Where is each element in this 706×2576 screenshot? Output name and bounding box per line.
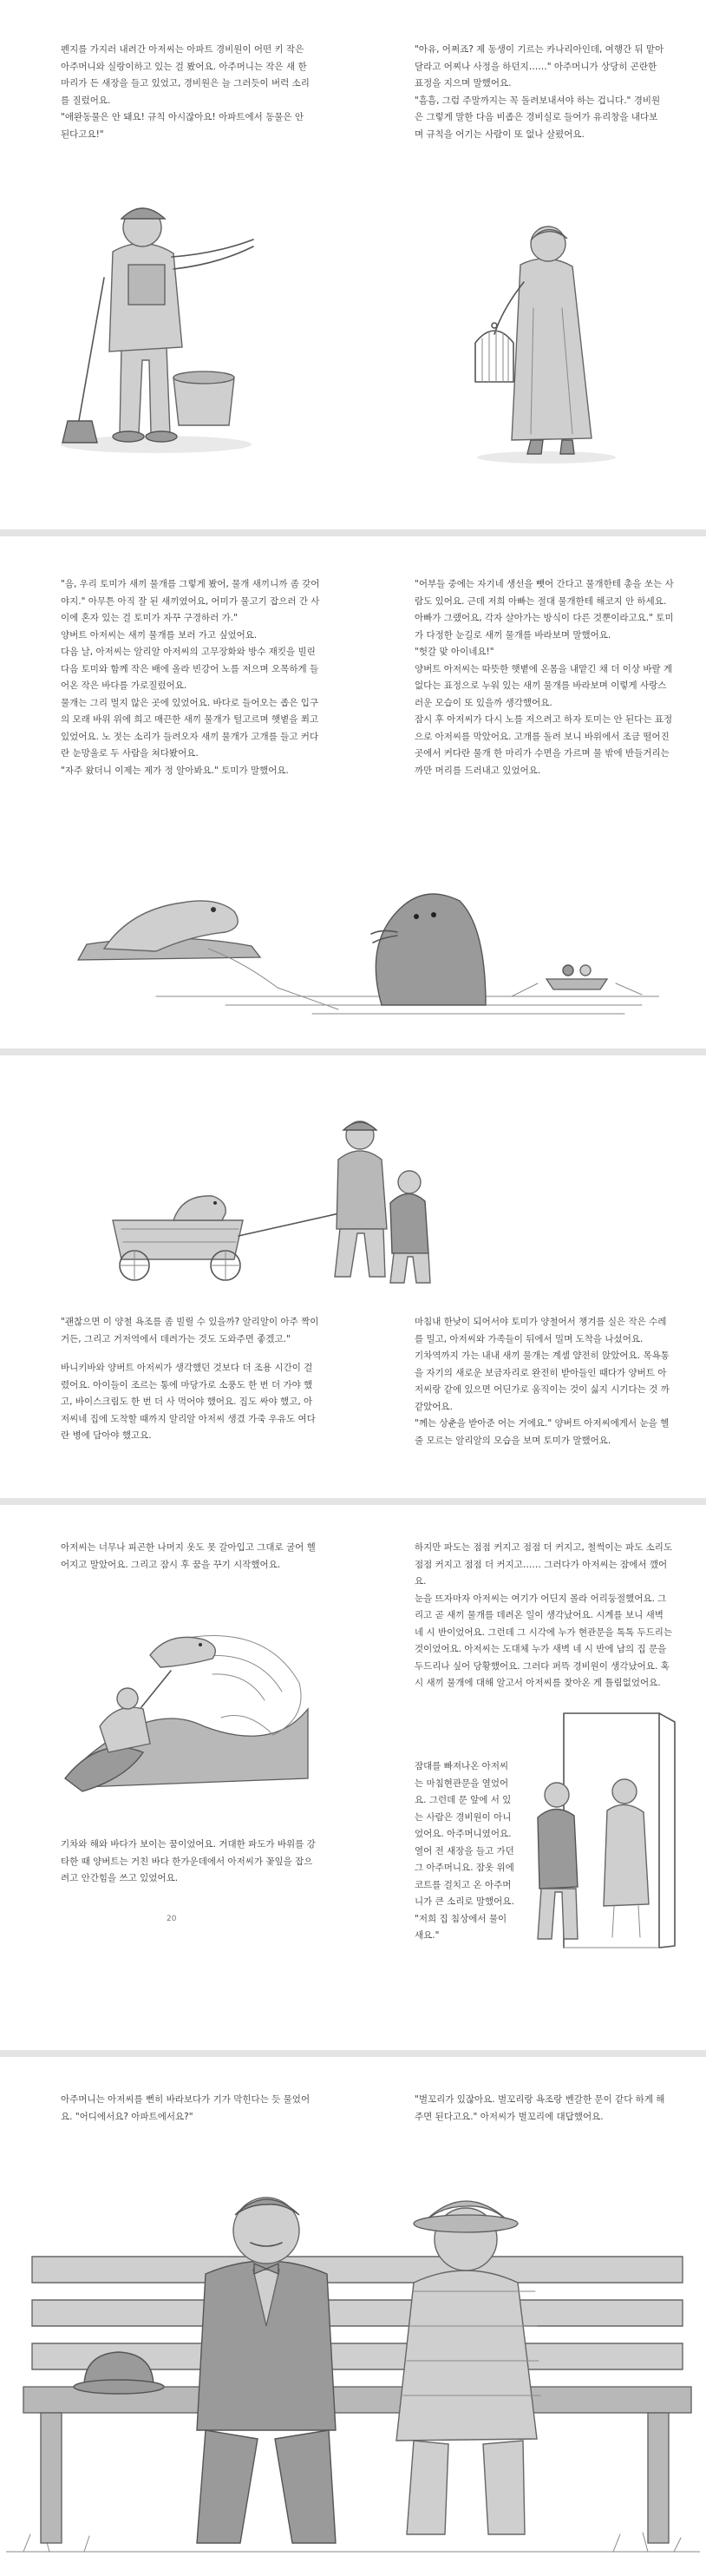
paragraph: 물개는 그리 멀지 않은 곳에 있었어요. 바다로 들어오는 좁은 입구의 모래 바위 위에 희고 매끈한 새끼 물개가 털고르며 햇볕을 쬐고 있었어요. 노 젓는 소리가 들려오자 새끼 물개가 고개를 들고 커다란 눈망울로 두 사람을 쳐다봤어요. [61, 697, 319, 759]
paragraph: "아유, 어쩌죠? 제 동생이 기르는 카나리아인데, 여행간 뒤 맡아 달라고 어찌나 사정을 하던지……" 아주머니가 상당히 곤란한 표정을 지으며 말했어요. [415, 44, 664, 89]
paragraph: "자주 왔더니 이제는 제가 정 알아봐요." 토미가 말했어요. [61, 765, 289, 776]
spread4-right-narrow-text [415, 1758, 517, 1945]
paragraph: 기차와 해와 바다가 보이는 꿈이었어요. 거대한 파도가 바위를 강타한 때 양버트는 거친 바다 한가운데에서 아저씨가 꽃잎을 잡으려고 안간힘을 쓰고 있었어요. [61, 1839, 316, 1883]
spread4-left-bottom-text [61, 1837, 321, 1888]
paragraph: "저희 집 침상에서 물이 새요." [415, 1913, 507, 1941]
spread-5 [0, 2057, 706, 2576]
paragraph: "헛갈 맞 아이네요!" [415, 647, 494, 657]
wagon-pulling-illustration [61, 1055, 650, 1290]
dream-wave-illustration [48, 1605, 325, 1804]
spread4-right-top-text [415, 1540, 675, 1692]
paragraph: 아저씨는 너무나 피곤한 나머지 옷도 못 갈아입고 그대로 굴어 헬어지고 말았어요. 그리고 잠시 후 꿈을 꾸기 시작했어요. [61, 1542, 316, 1570]
spread-2 [0, 536, 706, 1048]
paragraph: 바니키바와 양버트 아저씨가 생각했던 것보다 더 조용 시간이 걸렸어요. 아이들이 조르는 통에 마당가로 소풍도 한 번 더 가야 했고, 바이스크림도 한 번 더 사 먹어야 했어요. 집도 싸야 했고, 아저씨네 집에 도착할 때까지 알리알 아저씨 생겼 가죽 우유도 여다란 병에 담아야 했고요. [61, 1363, 316, 1441]
paragraph: 아주머니는 아저씨를 뻔히 바라보다가 기가 막힌다는 듯 물었어요. "어디에서요? 아파트에서요?" [61, 2094, 311, 2122]
paragraph: 양버트 아저씨는 새끼 물개를 보러 가고 싶었어요. [61, 629, 258, 641]
spread5-left-text [61, 2092, 321, 2126]
janitor-illustration [52, 174, 278, 460]
bench-illustration [6, 2152, 700, 2569]
spread2-left-text [61, 576, 321, 779]
paragraph: 하지만 파도는 점점 커지고 점점 더 커지고, 철썩이는 파도 소리도 점점 커지고 점점 더 커지고…… 그러다가 아저씨는 잠에서 깼어요. [415, 1542, 673, 1587]
paragraph: 펜지를 가지러 내려간 아저씨는 아파트 경비원이 어떤 키 작은 아주머니와 실랑이하고 있는 걸 봤어요. 아주머니는 작은 새 한 마리가 든 새장을 들고 있었고, 경비원은 늘 그러듯이 버럭 소리를 질렀어요. [61, 44, 310, 106]
seals-illustration [52, 849, 659, 1022]
spread5-right-text [415, 2092, 675, 2126]
page-number: 20 [167, 1915, 177, 1923]
paragraph: 마침내 한낮이 되어서야 토미가 양철어서 챙겨를 실은 작은 수레를 밀고, 아저씨와 가족들이 뒤에서 밀며 도착을 나섰어요. [415, 1317, 667, 1344]
lady-with-birdcage-illustration [451, 204, 624, 464]
paragraph: "애완동물은 안 돼요! 규칙 아시잖아요! 아파트에서 동물은 안 된다고요!" [61, 112, 304, 140]
paragraph: "벌꼬리가 있잖아요. 벌꼬리랑 욕조랑 벤갈한 문이 같다 하게 해 주면 된다고요." 아저씨가 벌꼬리에 대답했어요. [415, 2094, 665, 2122]
spread1-left-text [61, 42, 312, 143]
spread-4 [0, 1505, 706, 2050]
paragraph: 기차역까지 가는 내내 새끼 물개는 계셈 얌전히 앉았어요. 목욕통을 자기의 새로운 보금자리로 완전히 받아들인 때다가 양버트 아저씨랑 같에 있으면 어딘가로 움직이는 것이 싫지 시기다는 것 까 같았어요. [415, 1350, 670, 1412]
doorway-illustration [529, 1705, 677, 1956]
paragraph: "괜찮으면 이 양철 욕조를 좀 빌릴 수 있을까? 알리알이 아주 짝이거든, 그리고 거저역에서 데려가는 것도 도와주면 좋겠고." [61, 1317, 319, 1344]
paragraph: "흠흠, 그럼 주말까지는 꼭 돌려보내셔야 하는 겁니다." 경비원은 그렇게 말한 다음 비좁은 경비실로 들어가 유리창을 내다보며 규칙을 어기는 사람이 또 없나 살폈어요. [415, 95, 661, 140]
spread-1 [0, 0, 706, 529]
spread1-right-text [415, 42, 666, 143]
paragraph: 잠대를 빠져나온 아저씨는 마침현관문을 열었어요. 그런데 문 앞에 서 있는 사람은 경비원이 아니었어요. 아주머니였어요. 열어 전 새장을 들고 가던 그 아주머니요. 잠옷 위에 코트를 걸치고 온 아주머니가 큰 소리로 말했어요. [415, 1761, 514, 1907]
spread3-left-text [61, 1314, 321, 1445]
paragraph: 눈을 뜨자마자 아저씨는 여기가 어딘지 몰라 어리둥절했어요. 그리고 곧 새끼 물개를 데려온 일이 생각났어요. 시계를 보니 새벽 네 시 반이었어요. 그런데 그 시각에 누가 현관문을 톡톡 두드리는 것이었어요. 아저씨는 도대체 누가 새벽 네 시 반에 남의 집 문을 두드리나 싶어 당황했어요. 그러다 퍼뜩 경비원이 생각났어요. 혹시 새끼 물개에 대해 알고서 아저씨를 찾아온 게 틀림없었어요. [415, 1593, 673, 1688]
paragraph: 잠시 후 아저씨가 다시 노를 저으려고 하자 토미는 안 된다는 표정으로 아저씨를 막았어요. 고개를 돌려 보니 바위에서 조금 떨어진 곳에서 커다란 물개 한 마리가 수면을 가르며 물 밖에 반들거리는 까만 머리를 드러내고 있었어요. [415, 714, 673, 776]
spread4-left-top-text [61, 1540, 321, 1574]
paragraph: "께는 상춘을 받아준 어는 거에요." 양버트 아저씨에게서 눈을 헬 줄 모르는 알리알의 모습을 보며 토미가 말했어요. [415, 1418, 670, 1446]
paragraph: "어부들 중에는 자기네 생선을 뺏어 간다고 물개한테 총을 쏘는 사람도 있어요. 근데 저희 아빠는 절대 물개한테 해코지 안 하세요. 아빠가 그랬어요, 각자 살아가는 방식이 다른 것뿐이라고요." 토미가 다정한 눈길로 새끼 물개를 바라보며 말했어요. [415, 579, 674, 641]
spread-3 [0, 1055, 706, 1498]
paragraph: "음, 우리 토미가 새끼 물개를 그렇게 봤어, 물개 새끼니까 좀 갖어야지." 아무튼 아직 잘 된 새끼였어요, 어미가 물고기 잡으러 간 사이에 혼자 있는 걸 토미가 자꾸 구경하러 가." [61, 579, 320, 623]
paragraph: 다음 날, 아저씨는 알리알 아저씨의 고무장화와 방수 재킷을 빌린 다음 토미와 함께 작은 배에 올라 빈강어 노를 저으며 오목하게 들어온 작은 바다를 가로질렀어요. [61, 647, 319, 691]
spread3-right-text [415, 1314, 675, 1449]
spread2-right-text [415, 576, 675, 779]
paragraph: 양버트 아저씨는 따뜻한 햇볕에 온몸을 내맡긴 채 더 이상 바랄 게 없다는 표정으로 누워 있는 새끼 물개를 바라보며 이렇게 사랑스러운 모습이 또 있을까 생각했어요. [415, 663, 673, 708]
